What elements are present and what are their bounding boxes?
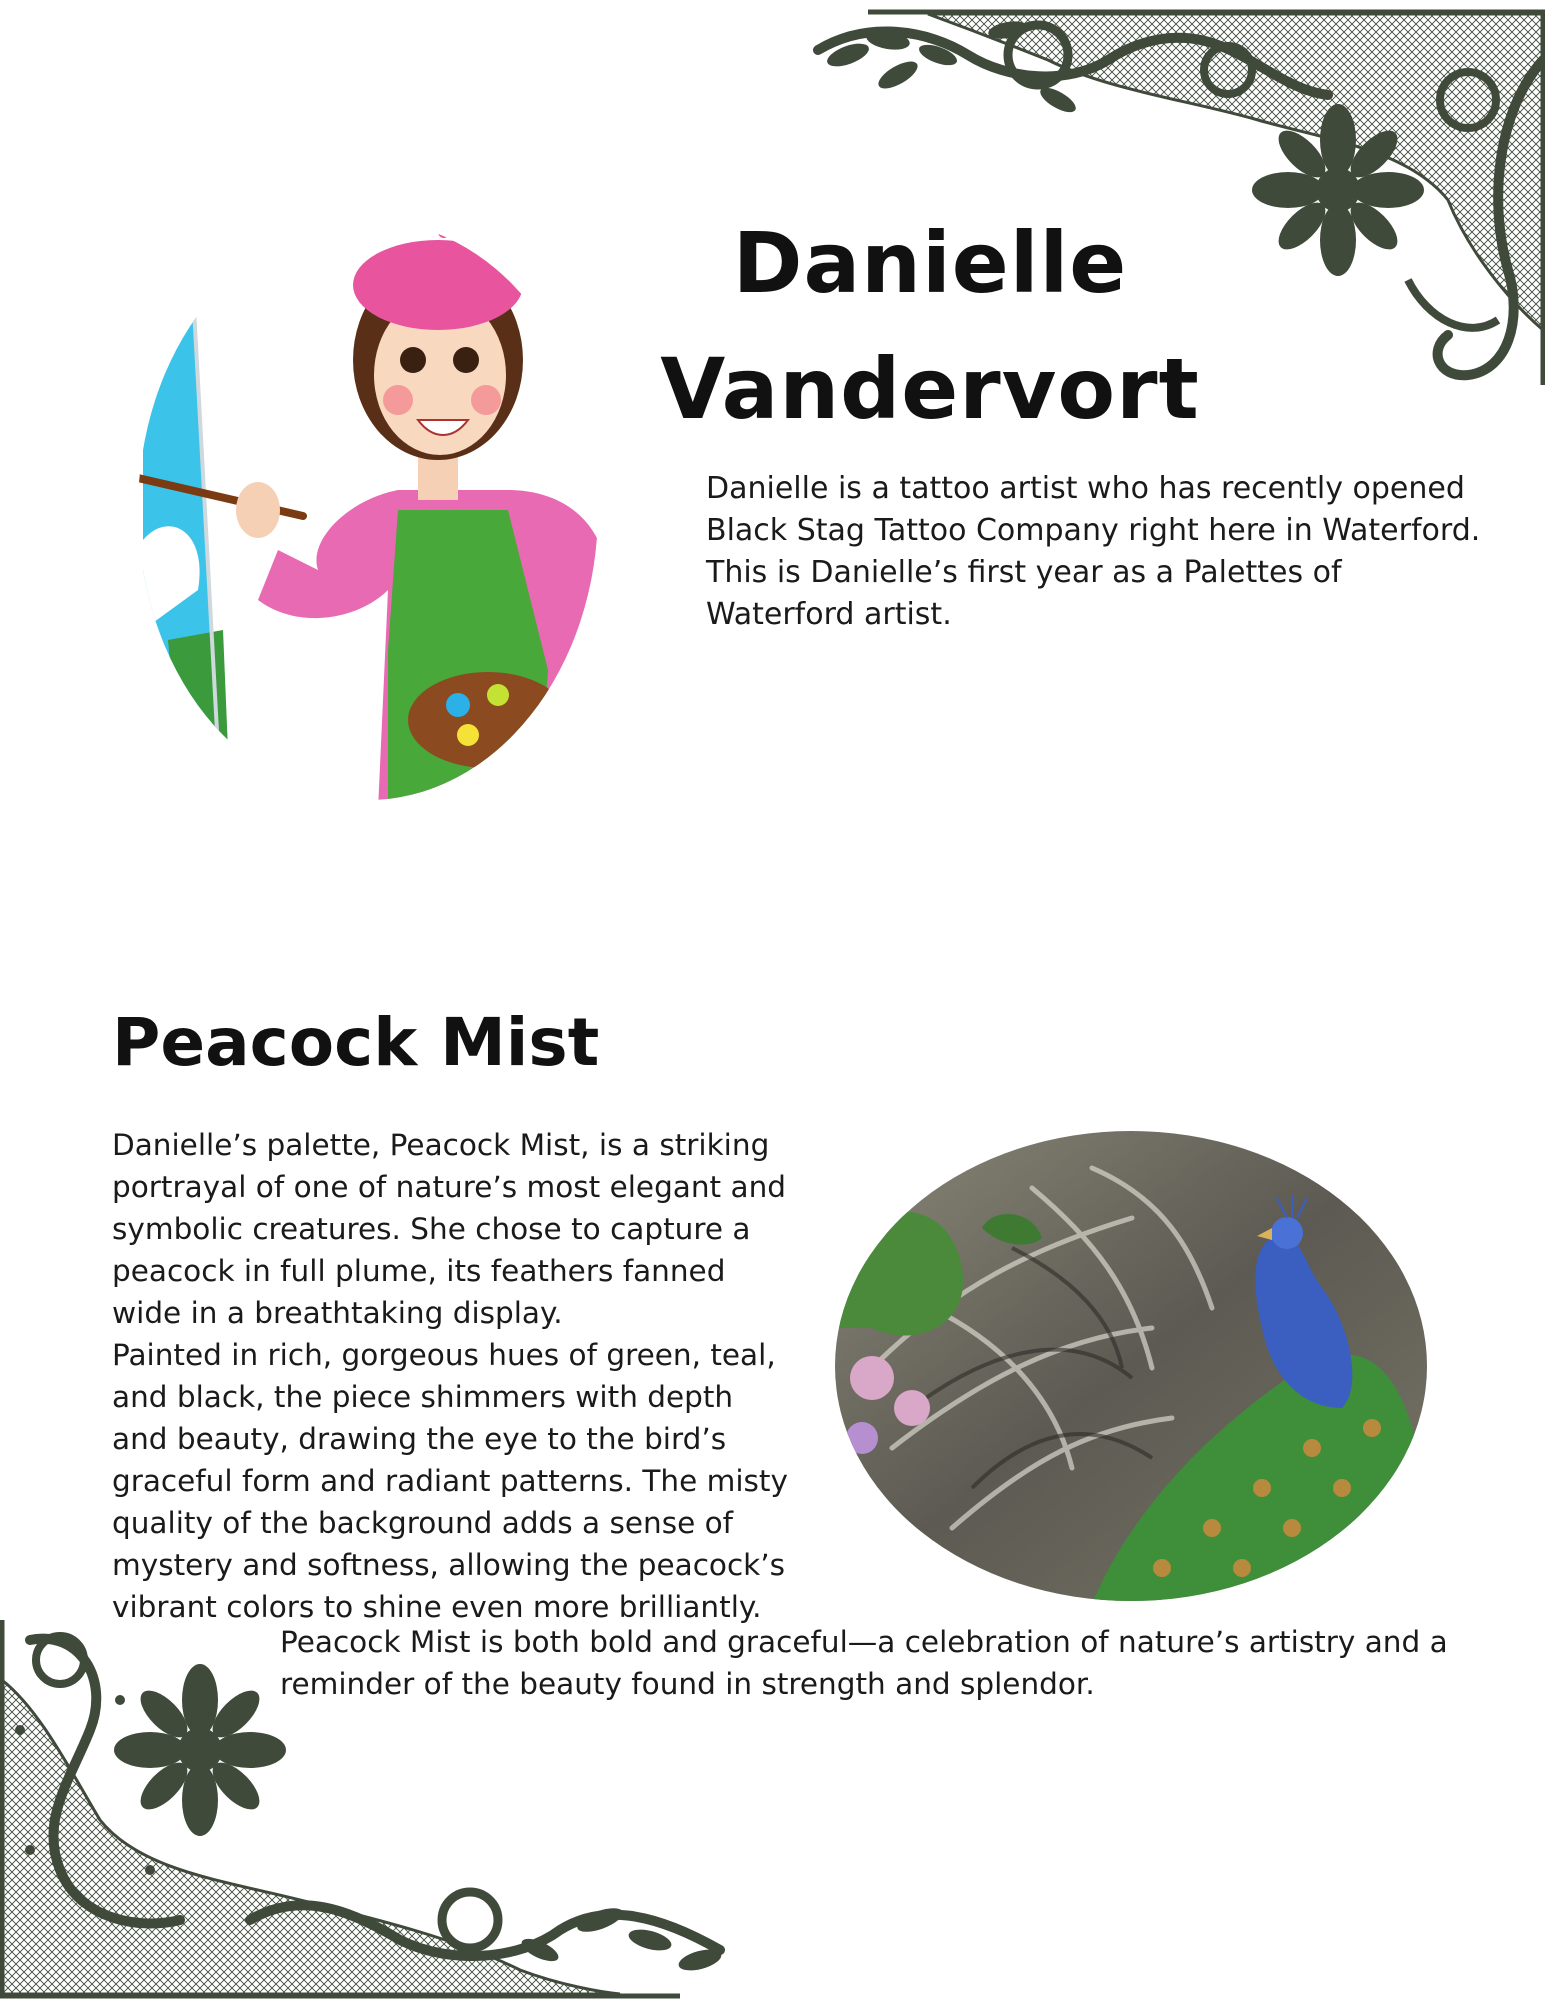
peacock-palette-image: [832, 1128, 1430, 1604]
artist-bio-line: This is Danielle’s first year as a Palettes of: [706, 555, 1342, 590]
artist-bio-line: Waterford artist.: [706, 597, 952, 632]
artist-last-name: Vandervort: [660, 340, 1200, 438]
artist-first-name: Danielle: [732, 214, 1128, 312]
palette-description-line: peacock in full plume, its feathers fanned: [112, 1254, 726, 1288]
palette-description-line: portrayal of one of nature’s most elegant and: [112, 1170, 787, 1204]
palette-description-line: and black, the piece shimmers with depth: [112, 1380, 734, 1414]
palette-title: Peacock Mist: [112, 1004, 600, 1081]
palette-description-line: Danielle’s palette, Peacock Mist, is a striking: [112, 1128, 770, 1162]
palette-description-line: wide in a breathtaking display.: [112, 1296, 563, 1330]
palette-description-line: Painted in rich, gorgeous hues of green, teal,: [112, 1338, 776, 1372]
palette-description-line: symbolic creatures. She chose to capture a: [112, 1212, 751, 1246]
palette-closing-line: reminder of the beauty found in strength and splendor.: [280, 1667, 1095, 1701]
palette-description-line: quality of the background adds a sense of: [112, 1506, 734, 1540]
artist-bio-line: Black Stag Tattoo Company right here in Waterford.: [706, 513, 1481, 548]
palette-description: [112, 1124, 812, 1628]
artist-illustration: [128, 210, 608, 800]
artist-name: [640, 200, 1220, 452]
palette-description-line: and beauty, drawing the eye to the bird’s: [112, 1422, 727, 1456]
artist-bio-line: Danielle is a tattoo artist who has recently opened: [706, 471, 1465, 506]
palette-description-line: mystery and softness, allowing the peacock’s: [112, 1548, 786, 1582]
artist-bio: [706, 468, 1486, 636]
palette-closing-line: Peacock Mist is both bold and graceful—a celebration of nature’s artistry and a: [280, 1625, 1448, 1659]
lace-corner-bottom-left-icon: [0, 1620, 735, 2000]
palette-description-line: vibrant colors to shine even more brilliantly.: [112, 1590, 762, 1624]
palette-description-line: graceful form and radiant patterns. The misty: [112, 1464, 788, 1498]
